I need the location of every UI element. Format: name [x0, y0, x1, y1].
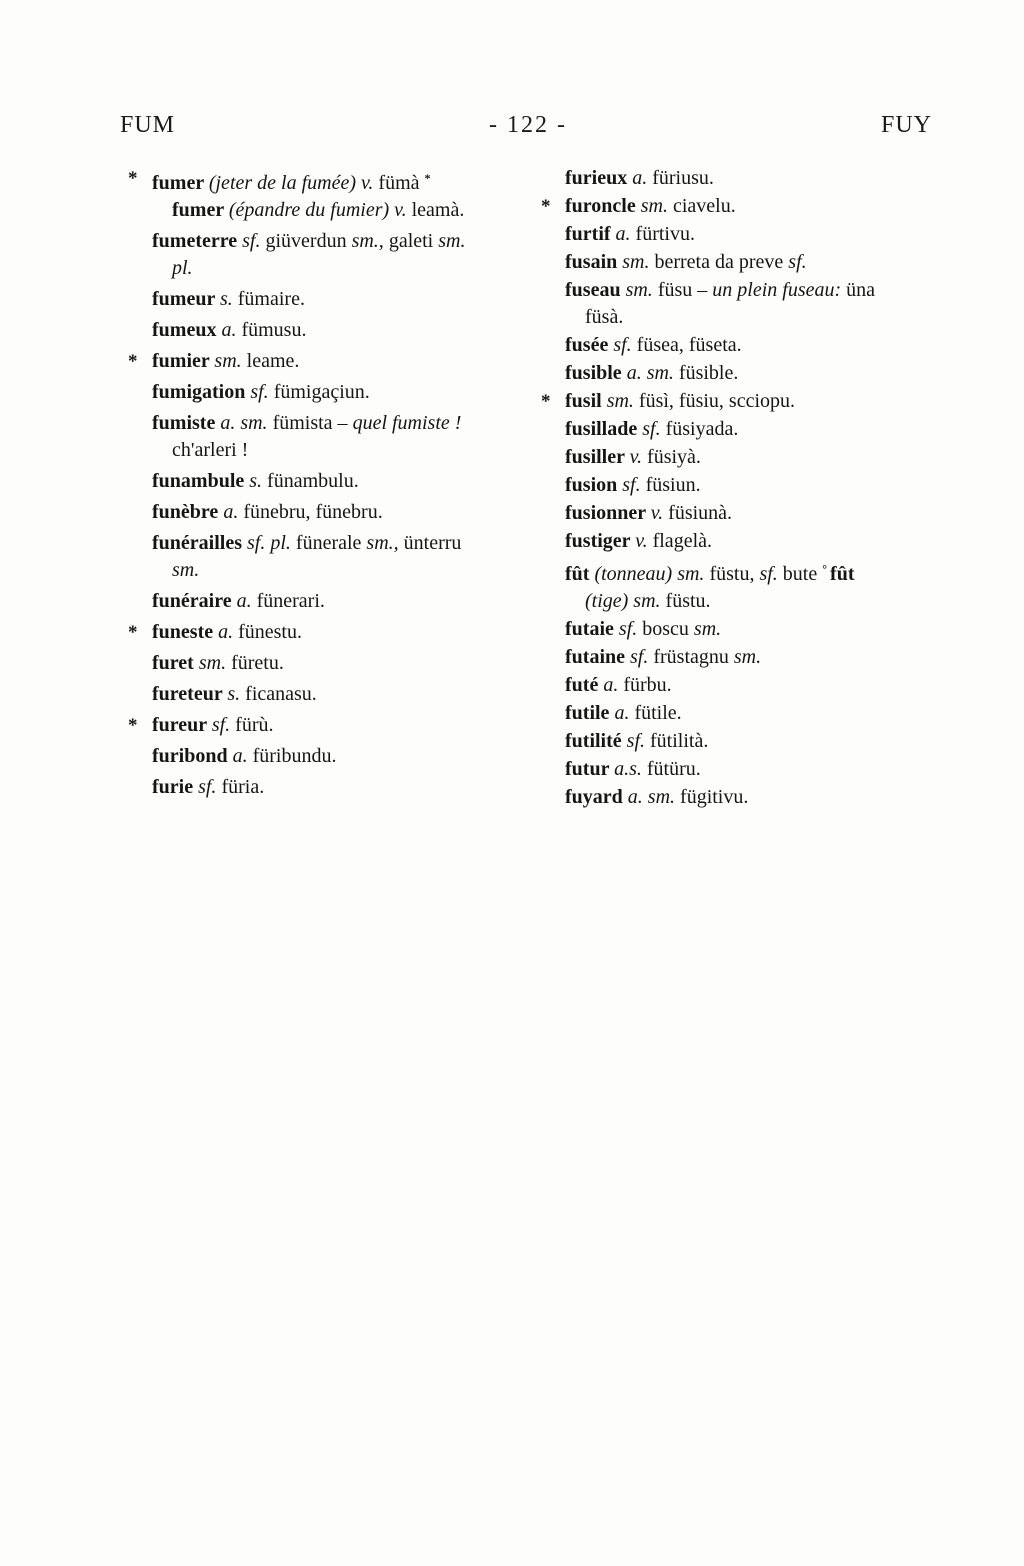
entry-text-segment: fusillade [565, 418, 643, 440]
dictionary-entry [128, 348, 524, 375]
entry-text-segment: sf. [198, 776, 222, 798]
dictionary-entry [152, 499, 524, 526]
dictionary-entry [152, 286, 524, 313]
entry-text-segment: fünambulu. [267, 470, 359, 492]
entry-text-segment: fût [565, 563, 595, 585]
footnote-star-marker: * [128, 715, 138, 736]
entry-text-segment: sf. [630, 646, 654, 668]
entry-text-segment: fumigation [152, 381, 251, 403]
page-header [120, 0, 932, 139]
dictionary-entry [565, 556, 950, 615]
entry-text-segment: ° [822, 562, 831, 576]
entry-text-segment: füriusu. [652, 167, 714, 189]
entry-text-segment: s. [249, 470, 268, 492]
dictionary-entry [565, 756, 950, 783]
entry-text-segment: füstu, [709, 563, 760, 585]
entry-text-segment: fureteur [152, 683, 228, 705]
entry-text-segment: fusiller [565, 446, 630, 468]
entry-text-segment: sf. [613, 334, 637, 356]
entry-text-segment: sm. [625, 279, 658, 301]
entry-text-segment: fustiger [565, 530, 636, 552]
entry-text-segment: fusion [565, 474, 623, 496]
entry-text-segment: füsì, füsiu, scciopu. [638, 390, 796, 412]
entry-text-segment: flagelà. [652, 530, 712, 552]
entry-text-segment: futur [565, 758, 615, 780]
entry-text-segment: füsà. [585, 306, 624, 328]
entry-text-segment: a. [218, 621, 239, 643]
entry-text-segment: fût [830, 563, 855, 585]
entry-text-segment: futilité [565, 730, 627, 752]
entry-text-segment: fuyard [565, 786, 628, 808]
entry-text-segment: füribundu. [252, 745, 337, 767]
footnote-star-marker: * [128, 168, 138, 189]
entry-text-segment: leame. [246, 350, 300, 372]
entry-text-segment: fumier [152, 350, 215, 372]
entry-text-segment: v. [650, 502, 669, 524]
entry-text-segment: funeste [152, 621, 219, 643]
entry-text-segment: giüverdun [265, 230, 352, 252]
entry-text-segment: berreta da preve [654, 251, 789, 273]
entry-text-segment: a. [232, 745, 253, 767]
entry-text-segment: fumer [152, 172, 209, 194]
entry-text-segment: quel fumiste ! [352, 412, 462, 434]
dictionary-entry [565, 444, 950, 471]
entry-text-segment: furibond [152, 745, 233, 767]
entry-text-segment: sf. [788, 251, 807, 273]
dictionary-entry [152, 774, 524, 801]
entry-text-segment: futaine [565, 646, 630, 668]
entry-text-segment: furet [152, 652, 199, 674]
entry-text-segment: sm. [622, 251, 655, 273]
left-column [128, 165, 524, 812]
dictionary-entry [152, 530, 524, 584]
dictionary-entry [565, 728, 950, 755]
dictionary-entry [565, 672, 950, 699]
entry-text-segment: sf. [618, 618, 643, 640]
entry-text-segment: füsiyada. [665, 418, 739, 440]
dictionary-entry [541, 193, 950, 220]
entry-text-segment: a. sm. [220, 412, 273, 434]
entry-text-segment: füria. [221, 776, 265, 798]
entry-text-segment: pl. [172, 257, 193, 279]
entry-text-segment: sf. [626, 730, 650, 752]
dictionary-entry [152, 743, 524, 770]
dictionary-entry [565, 416, 950, 443]
entry-text-segment: a. [603, 674, 624, 696]
entry-text-segment: sm. [438, 230, 466, 252]
entry-text-segment: furoncle [565, 195, 641, 217]
entry-text-segment: furie [152, 776, 199, 798]
entry-text-segment: (tonneau) sm. [594, 563, 710, 585]
entry-text-segment: ciavelu. [672, 195, 736, 217]
entry-text-segment: ficanasu. [245, 683, 317, 705]
entry-text-segment: leamà. [411, 199, 465, 221]
entry-text-segment: futé [565, 674, 604, 696]
guideword-left: FUM [120, 112, 176, 138]
entry-text-segment: galeti [388, 230, 439, 252]
dictionary-entry [565, 700, 950, 727]
entry-text-segment: füretu. [231, 652, 284, 674]
dictionary-entry [128, 712, 524, 739]
entry-text-segment: fütilità. [650, 730, 709, 752]
entry-text-segment: sf. [211, 714, 236, 736]
entry-text-segment: fürù. [235, 714, 274, 736]
entry-text-segment: sf. [250, 381, 274, 403]
dictionary-entry [565, 249, 950, 276]
entry-text-segment: sm., [351, 230, 389, 252]
entry-text-segment: sf. [642, 418, 666, 440]
entry-text-segment: funérailles [152, 532, 247, 554]
entry-text-segment: a.s. [614, 758, 647, 780]
entry-text-segment: v. [629, 446, 648, 468]
entry-text-segment: bute [782, 563, 823, 585]
entry-text-segment: füsible. [678, 362, 739, 384]
dictionary-entry [152, 410, 524, 464]
entry-text-segment: füsiunà. [668, 502, 733, 524]
entry-text-segment: (jeter de la fumée) v. [208, 172, 379, 194]
entry-text-segment: füsea, füseta. [636, 334, 742, 356]
page-number: - 122 - [489, 112, 567, 138]
entry-text-segment: a. [615, 223, 636, 245]
entry-text-segment: fünerari. [256, 590, 325, 612]
dictionary-entry [565, 277, 950, 331]
entry-text-segment: s. [219, 288, 238, 310]
entry-text-segment: sf. [622, 474, 646, 496]
entry-text-segment: fumeux [152, 319, 222, 341]
entry-text-segment: (épandre du fumier) v. [228, 199, 412, 221]
entry-text-segment: fügitivu. [680, 786, 749, 808]
dictionary-entry [152, 228, 524, 282]
entry-text-segment: ünterru [403, 532, 462, 554]
entry-text-segment: sm. [214, 350, 247, 372]
entry-text-segment: fümusu. [241, 319, 307, 341]
entry-text-segment: funéraire [152, 590, 237, 612]
entry-text-segment: üna [846, 279, 876, 301]
footnote-star-marker: * [541, 391, 551, 412]
dictionary-entry [152, 588, 524, 615]
dictionary-entry [565, 644, 950, 671]
dictionary-entry [152, 468, 524, 495]
dictionary-entry [565, 472, 950, 499]
entry-text-segment: fureur [152, 714, 212, 736]
dictionary-entry [565, 165, 950, 192]
entry-text-segment: fütile. [634, 702, 682, 724]
entry-text-segment: fümaire. [237, 288, 305, 310]
entry-text-segment: füsu – [657, 279, 713, 301]
entry-text-segment: sf. [759, 563, 783, 585]
entry-text-segment: a. [223, 501, 244, 523]
entry-text-segment: fusain [565, 251, 623, 273]
entry-text-segment: fusible [565, 362, 627, 384]
entry-text-segment: fütüru. [646, 758, 701, 780]
entry-text-segment: * [424, 171, 431, 185]
entry-text-segment: a. [221, 319, 242, 341]
entry-text-segment: fünebru, fünebru. [243, 501, 383, 523]
entry-text-segment: fünerale [295, 532, 367, 554]
dictionary-entry [152, 317, 524, 344]
entry-text-segment: fünestu. [238, 621, 302, 643]
entry-text-segment: fumeterre [152, 230, 243, 252]
entry-text-segment: sm., [366, 532, 404, 554]
dictionary-entry [565, 221, 950, 248]
entry-text-segment: ch'arleri ! [172, 439, 249, 461]
entry-text-segment: füsiyà. [647, 446, 701, 468]
entry-text-segment: a. [236, 590, 257, 612]
entry-text-segment: v. [635, 530, 653, 552]
right-column [541, 165, 950, 812]
entry-text-segment: sf. pl. [247, 532, 296, 554]
entry-text-segment: fuseau [565, 279, 626, 301]
entry-text-segment: fumer [172, 199, 229, 221]
entry-text-segment: fumeur [152, 288, 220, 310]
entry-text-segment: sm. [606, 390, 639, 412]
entry-text-segment: a. sm. [627, 786, 681, 808]
entry-text-segment: furieux [565, 167, 633, 189]
footnote-star-marker: * [128, 622, 138, 643]
entry-text-segment: fümà [378, 172, 425, 194]
entry-text-segment: sm. [198, 652, 232, 674]
entry-text-segment: fusée [565, 334, 614, 356]
entry-text-segment: sm. [733, 646, 762, 668]
footnote-star-marker: * [128, 351, 138, 372]
dictionary-entry [565, 528, 950, 555]
dictionary-entry [565, 332, 950, 359]
dictionary-entry [565, 500, 950, 527]
dictionary-entry [565, 784, 950, 811]
entry-text-segment: funambule [152, 470, 250, 492]
dictionary-columns [0, 165, 1024, 812]
entry-text-segment: a. [614, 702, 635, 724]
entry-text-segment: boscu [642, 618, 694, 640]
entry-text-segment: futile [565, 702, 615, 724]
entry-text-segment: fümigaçiun. [273, 381, 370, 403]
entry-text-segment: furtif [565, 223, 616, 245]
entry-text-segment: früstagnu [653, 646, 734, 668]
entry-text-segment: s. [227, 683, 246, 705]
entry-text-segment: futaie [565, 618, 619, 640]
entry-text-segment: füsiun. [645, 474, 701, 496]
guideword-right: FUY [880, 112, 932, 138]
entry-text-segment: funèbre [152, 501, 224, 523]
entry-text-segment: sm. [640, 195, 673, 217]
entry-text-segment: fürtivu. [635, 223, 695, 245]
entry-text-segment: un plein fuseau: [712, 279, 847, 301]
entry-text-segment: fümista – [272, 412, 353, 434]
entry-text-segment: sm. [693, 618, 722, 640]
dictionary-entry [152, 681, 524, 708]
dictionary-entry [541, 388, 950, 415]
dictionary-entry [152, 650, 524, 677]
dictionary-entry [152, 379, 524, 406]
entry-text-segment: sf. [242, 230, 266, 252]
dictionary-entry [128, 165, 524, 224]
dictionary-entry [565, 360, 950, 387]
entry-text-segment: fusil [565, 390, 607, 412]
entry-text-segment: sm. [172, 559, 200, 581]
dictionary-entry [128, 619, 524, 646]
entry-text-segment: (tige) sm. [585, 590, 666, 612]
entry-text-segment: a. sm. [626, 362, 679, 384]
entry-text-segment: fürbu. [623, 674, 672, 696]
entry-text-segment: füstu. [665, 590, 711, 612]
entry-text-segment: fumiste [152, 412, 221, 434]
footnote-star-marker: * [541, 196, 551, 217]
entry-text-segment: fusionner [565, 502, 651, 524]
dictionary-entry [565, 616, 950, 643]
entry-text-segment: a. [632, 167, 653, 189]
